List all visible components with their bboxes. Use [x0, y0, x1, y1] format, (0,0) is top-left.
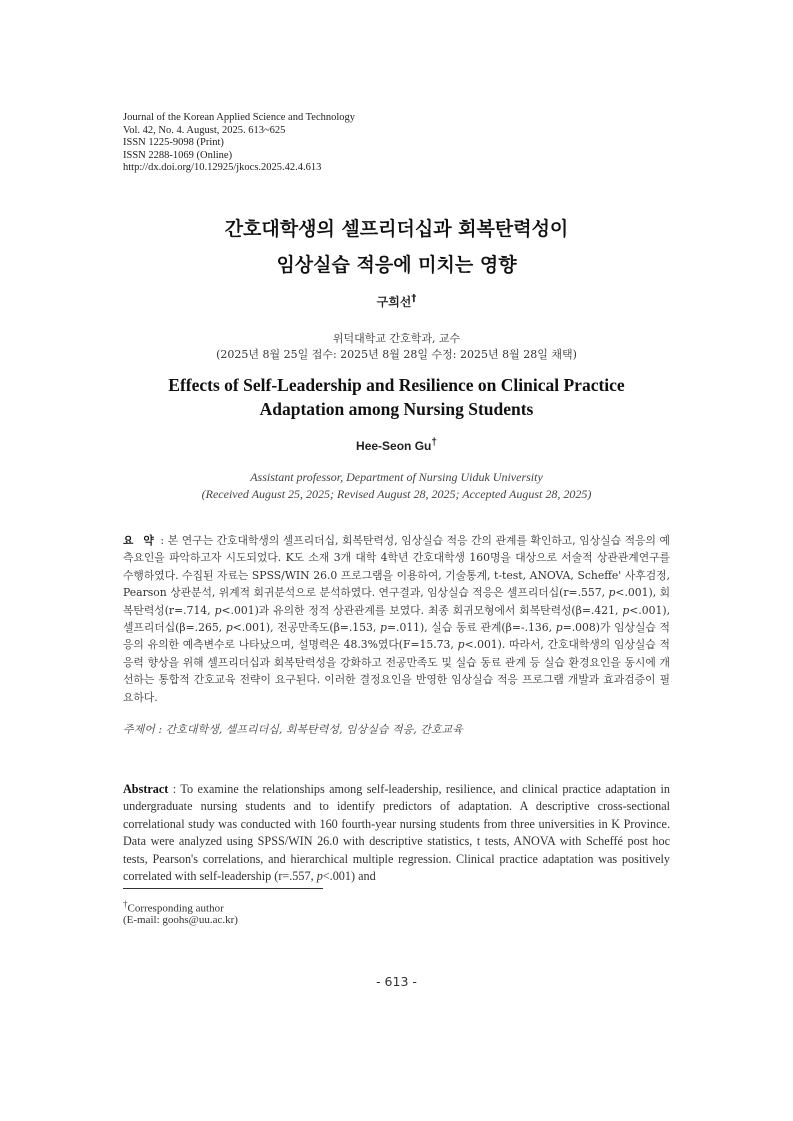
abstract-kr-text: <.001)과 유의한 정적 상관관계를 보였다. 최종 회귀모형에서 회복탄력성(β=.421,: [221, 603, 623, 617]
abstract-kr-text: <.001), 셀프리더십(β=.265,: [123, 603, 670, 635]
dates-en: (Received August 25, 2025; Revised August 28, 2025; Accepted August 28, 2025): [201, 487, 592, 501]
affiliation-kr: 위덕대학교 간호학과, 교수: [332, 332, 461, 345]
abstract-en: [123, 781, 670, 885]
p-symbol: p: [608, 586, 616, 600]
corresponding-mark: †: [411, 293, 417, 304]
title-kr-line1: 간호대학생의 셀프리더십과 회복탄력성이: [224, 218, 569, 240]
footnote-divider: [123, 888, 323, 889]
abstract-kr-label: 요 약: [123, 534, 157, 547]
title-kr-line2: 임상실습 적응에 미치는 영향: [276, 254, 517, 276]
abstract-en-text: To examine the relationships among self-leadership, resilience, and clinical practice adaptation in undergraduate nursing students and to identify predictors of adaptation. A descriptive cross-sectional correlational study was conducted with 160 fourth-year nursing students from three universities in K Province. Data were analyzed using SPSS/WIN 26.0 with descriptive statistics, t tests, ANOVA with Scheffé post hoc tests, Pearson's correlations, and hierarchical multiple regression. Clinical practice adaptation was positively correlated with self-leadership (r=.557,: [123, 782, 670, 884]
page-number: - 613 -: [376, 974, 417, 989]
abstract-kr-text: <.001). 따라서, 간호대학생의 임상실습 적응력 향상을 위해 셀프리더십과 회복탄력성을 강화하고 전공만족도 및 실습 동료 관계 등 실습 환경요인을 동시에 개선하는 통합적 간호교육 전략이 요구된다. 이러한 결정요인을 반영한 임상실습 적응 프로그램 개발과 효과검증이 필요하다.: [123, 638, 670, 704]
journal-issn-online: ISSN 2288-1069 (Online): [123, 149, 233, 161]
p-symbol: p: [380, 621, 387, 635]
dates-kr: (2025년 8월 25일 접수: 2025년 8월 28일 수정: 2025년 8월 28일 채택): [216, 348, 577, 361]
journal-name: Journal of the Korean Applied Science and Technology: [123, 112, 356, 123]
footnote-email: (E-mail: goohs@uu.ac.kr): [123, 914, 238, 926]
author-kr-name: 구희선: [376, 295, 412, 309]
abstract-kr-text: =.008)가 임상실습 적응의 유의한 예측변수로 나타났으며, 설명력은 48.3%였다(F=15.73,: [123, 621, 670, 652]
journal-volume: Vol. 42, No. 4. August, 2025. 613~625: [123, 124, 286, 136]
author-kr: [0, 293, 793, 310]
title-en-line1: Effects of Self-Leadership and Resilience on Clinical Practice: [168, 375, 625, 395]
title-en-line2: Adaptation among Nursing Students: [259, 399, 534, 419]
journal-issn-print: ISSN 1225-9098 (Print): [123, 137, 224, 148]
author-en: [0, 437, 793, 453]
p-symbol: p: [622, 603, 630, 617]
abstract-kr-text: <.001), 회복탄력성(r=.714,: [123, 586, 671, 617]
abstract-en-text: <.001) and: [322, 869, 376, 884]
affiliation-en: Assistant professor, Department of Nursing Uiduk University: [250, 470, 543, 484]
p-symbol: p: [225, 621, 233, 635]
author-en-name: Hee-Seon Gu: [356, 439, 432, 453]
corresponding-mark-en: †: [431, 437, 437, 448]
abstract-kr-text: 본 연구는 간호대학생의 셀프리더십, 회복탄력성, 임상실습 적응 간의 관계를 확인하고, 임상실습 적응의 예측요인을 파악하고자 시도되었다. K도 소재 3개 대학 4학년 간호대학생 160명을 대상으로 서술적 상관관계연구를 수행하였다. 수집된 자료는 SPSS/WIN 26.0 프로그램을 이용하여, 기술통계, t-test, ANOVA, Scheffe' 사후검정, Pearson 상관분석, 위계적 회귀분석으로 분석하였다. 연구결과, 임상실습 적응은 셀프리더십(r=.557,: [123, 534, 670, 600]
p-symbol: p: [555, 621, 563, 635]
keywords-kr: 주제어 : 간호대학생, 셀프리더십, 회복탄력성, 임상실습 적응, 간호교육: [123, 723, 463, 736]
footnote-author: [123, 899, 224, 915]
abstract-kr-sep: :: [156, 534, 168, 547]
abstract-en-label: Abstract: [123, 782, 169, 796]
footnote-mark: †: [123, 899, 128, 909]
p-symbol: p: [316, 869, 323, 884]
footnote-text: Corresponding author: [127, 902, 224, 915]
abstract-en-sep: :: [168, 782, 181, 796]
abstract-kr: [123, 532, 670, 706]
p-symbol: p: [214, 603, 222, 617]
p-symbol: p: [457, 638, 465, 652]
abstract-kr-text: =.011), 실습 동료 관계(β=-.136,: [386, 621, 556, 635]
journal-header: [123, 112, 355, 175]
abstract-kr-text: <.001), 전공만족도(β=.153,: [232, 621, 381, 635]
journal-doi: http://dx.doi.org/10.12925/jkocs.2025.42.4.613: [123, 162, 322, 173]
